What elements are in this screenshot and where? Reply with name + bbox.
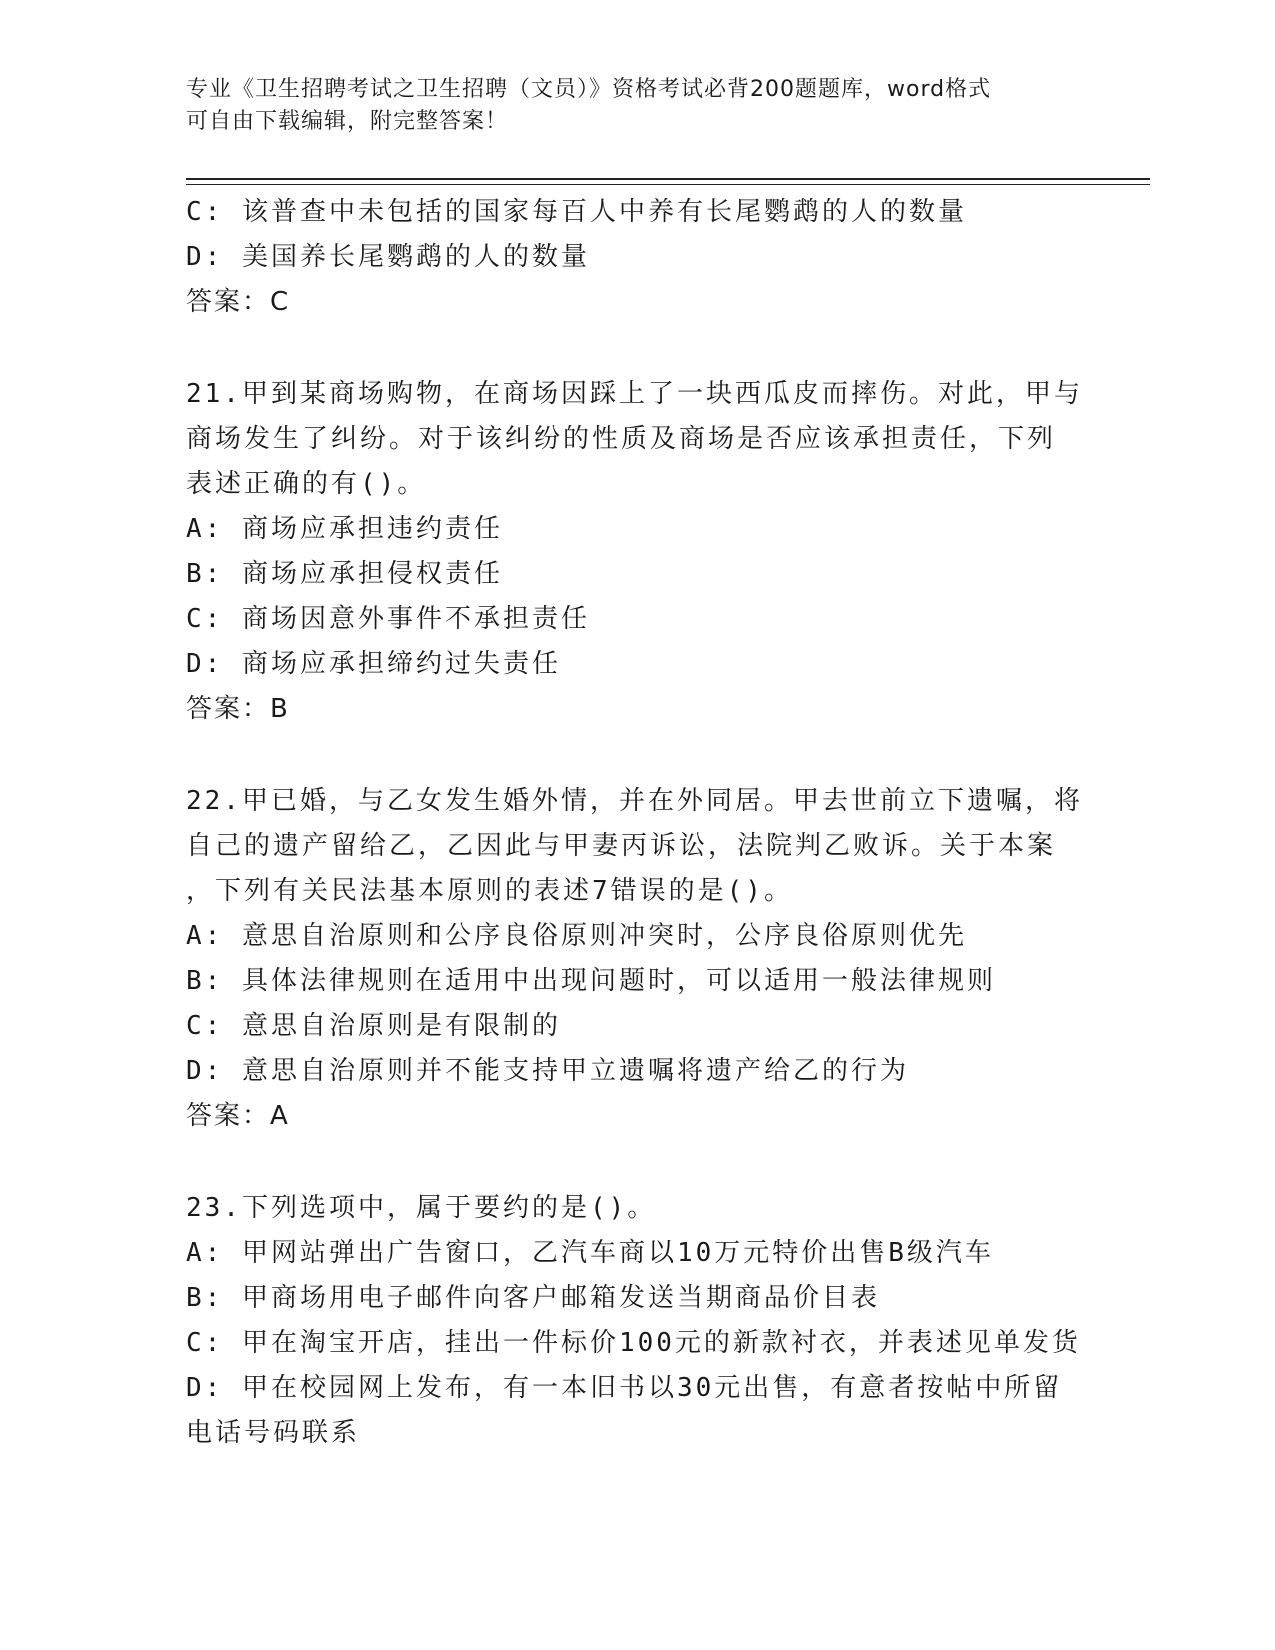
question-text-line: 21.甲到某商场购物，在商场因踩上了一块西瓜皮而摔伤。对此，甲与: [186, 379, 1083, 409]
question-text-line: ，下列有关民法基本原则的表述7错误的是()。: [186, 876, 793, 906]
option-d: D: 意思自治原则并不能支持甲立遗嘱将遗产给乙的行为: [186, 1056, 909, 1086]
option-d: D: 甲在校园网上发布，有一本旧书以30元出售，有意者按帖中所留: [186, 1373, 1063, 1403]
header-line-2: 可自由下载编辑，附完整答案！: [186, 109, 509, 134]
option-a: A: 商场应承担违约责任: [186, 514, 503, 544]
question-text-line: 自己的遗产留给乙，乙因此与甲妻丙诉讼，法院判乙败诉。关于本案: [186, 831, 1057, 861]
header-divider-thick: [186, 178, 1150, 180]
spacer: [186, 325, 1086, 372]
option-c: C: 意思自治原则是有限制的: [186, 1011, 561, 1041]
question-text-line: 22.甲已婚，与乙女发生婚外情，并在外同居。甲去世前立下遗嘱，将: [186, 786, 1083, 816]
option-c: C: 甲在淘宝开店，挂出一件标价100元的新款衬衣，并表述见单发货: [186, 1328, 1081, 1358]
option-b: B: 具体法律规则在适用中出现问题时，可以适用一般法律规则: [186, 966, 996, 996]
option-d: D: 商场应承担缔约过失责任: [186, 649, 561, 679]
option-b: B: 商场应承担侵权责任: [186, 559, 503, 589]
question-text-line: 23.下列选项中，属于要约的是()。: [186, 1193, 657, 1223]
question-text-line: 商场发生了纠纷。对于该纠纷的性质及商场是否应该承担责任，下列: [186, 424, 1057, 454]
option-c: C: 商场因意外事件不承担责任: [186, 604, 590, 634]
question-21: [186, 372, 1086, 732]
header-divider-thin: [186, 184, 1150, 185]
question-23: [186, 1186, 1086, 1456]
option-a: A: 意思自治原则和公序良俗原则冲突时，公序良俗原则优先: [186, 921, 967, 951]
header-line-1: 专业《卫生招聘考试之卫生招聘（文员）》资格考试必背200题题库，word格式: [186, 77, 992, 102]
option-d-continued: 电话号码联系: [186, 1418, 361, 1448]
answer-line: 答案：A: [186, 1101, 290, 1131]
spacer: [186, 1139, 1086, 1186]
option-c: C: 该普查中未包括的国家每百人中养有长尾鹦鹉的人的数量: [186, 197, 967, 227]
answer-line: 答案：C: [186, 287, 291, 317]
document-header: [186, 74, 1086, 138]
option-d: D: 美国养长尾鹦鹉的人的数量: [186, 242, 590, 272]
question-22: [186, 779, 1086, 1139]
question-text-line: 表述正确的有()。: [186, 469, 427, 499]
question-20-tail: [186, 190, 1086, 325]
option-b: B: 甲商场用电子邮件向客户邮箱发送当期商品价目表: [186, 1283, 880, 1313]
answer-line: 答案：B: [186, 694, 290, 724]
option-a: A: 甲网站弹出广告窗口，乙汽车商以10万元特价出售B级汽车: [186, 1238, 994, 1268]
spacer: [186, 732, 1086, 779]
document-body: [186, 190, 1086, 1456]
